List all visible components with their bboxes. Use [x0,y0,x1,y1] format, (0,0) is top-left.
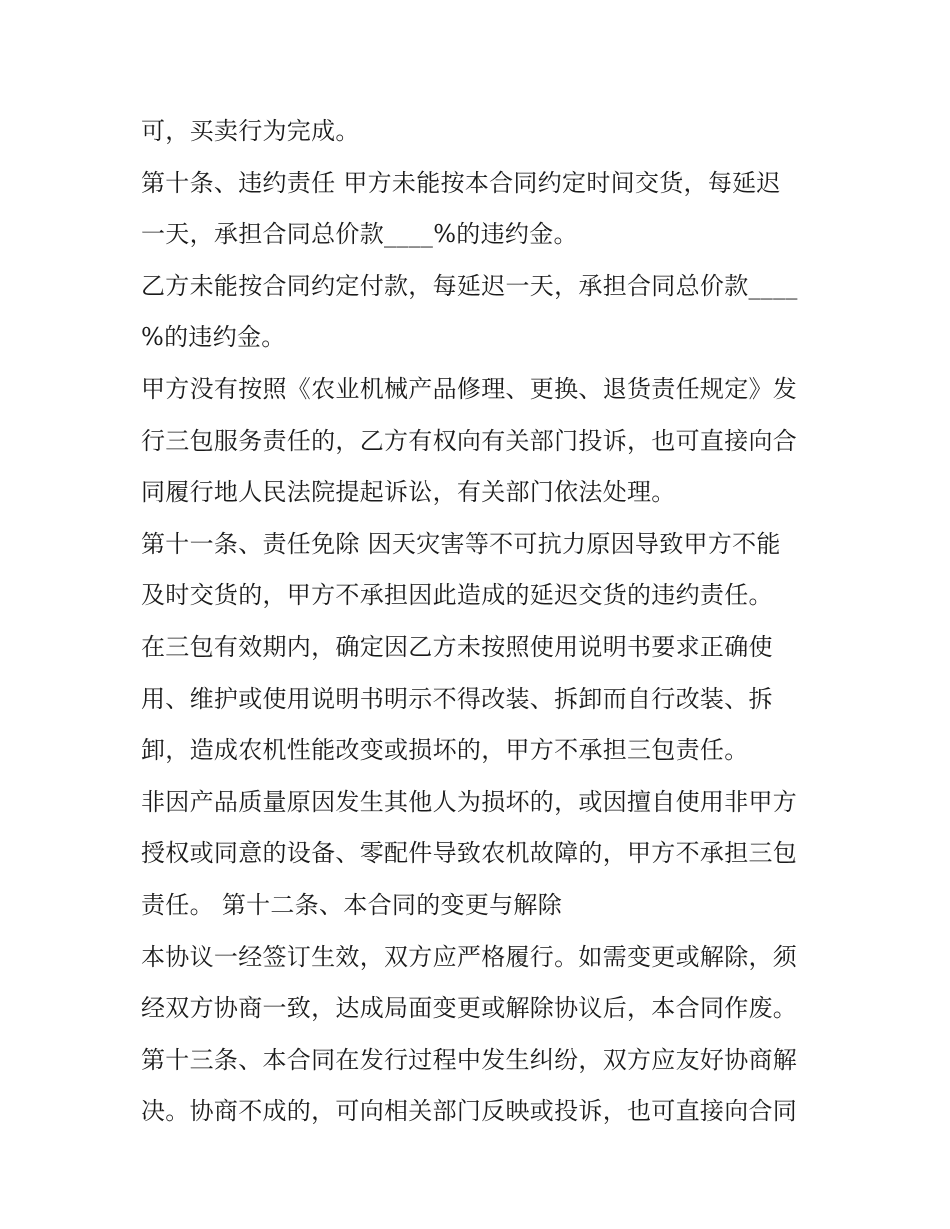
text-line: 第十条、违约责任 甲方未能按本合同约定时间交货，每延迟 [141,168,781,197]
text-line: 及时交货的，甲方不承担因此造成的延迟交货的违约责任。 [141,581,773,610]
text-line: 本协议一经签订生效，双方应严格履行。如需变更或解除，须 [141,942,798,971]
contract-text-body [141,106,821,1138]
text-line: 行三包服务责任的，乙方有权向有关部门投诉，也可直接向合 [141,426,798,455]
text-line: 甲方没有按照《农业机械产品修理、更换、退货责任规定》发 [141,374,798,403]
text-line: 在三包有效期内，确定因乙方未按照使用说明书要求正确使 [141,632,773,661]
text-line: 用、维护或使用说明书明示不得改装、拆卸而自行改装、拆 [141,684,773,713]
text-line: 非因产品质量原因发生其他人为损坏的，或因擅自使用非甲方 [141,787,798,816]
text-line: 第十一条、责任免除 因天灾害等不可抗力原因导致甲方不能 [141,529,781,558]
text-line: 责任。 第十二条、本合同的变更与解除 [141,890,563,919]
text-line: 经双方协商一致，达成局面变更或解除协议后，本合同作废。 [141,994,798,1023]
text-line: 卸，造成农机性能改变或损坏的，甲方不承担三包责任。 [141,736,749,765]
text-line: 可，买卖行为完成。 [141,117,360,145]
text-line: 一天，承担合同总价款____%的违约金。 [141,220,578,249]
text-line: 第十三条、本合同在发行过程中发生纠纷，双方应友好协商解 [141,1045,798,1074]
text-line: 乙方未能按合同约定付款，每延迟一天，承担合同总价款____ [141,271,798,300]
text-line: 授权或同意的设备、零配件导致农机故障的，甲方不承担三包 [141,839,798,868]
text-line: 决。协商不成的，可向相关部门反映或投诉，也可直接向合同 [141,1097,798,1126]
text-line: %的违约金。 [141,323,286,352]
text-line: 同履行地人民法院提起诉讼，有关部门依法处理。 [141,478,676,507]
